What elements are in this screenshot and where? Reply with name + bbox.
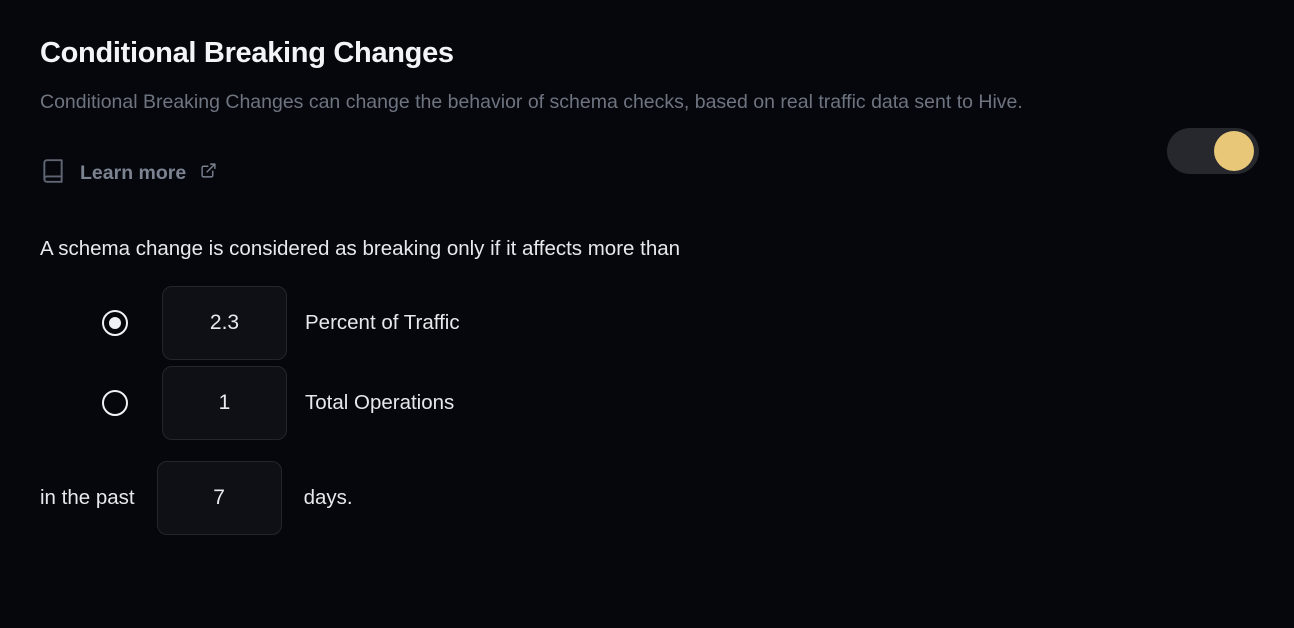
radio-percent-of-traffic[interactable] bbox=[102, 310, 128, 336]
period-row bbox=[40, 461, 1254, 535]
total-operations-input[interactable] bbox=[162, 366, 287, 440]
percent-of-traffic-input[interactable] bbox=[162, 286, 287, 360]
option-row-percent-of-traffic bbox=[40, 283, 1254, 363]
rule-options bbox=[40, 283, 1254, 443]
section-description: Conditional Breaking Changes can change the behavior of schema checks, based on real traffic data sent to Hive. bbox=[40, 90, 1023, 113]
learn-more-link[interactable] bbox=[40, 158, 217, 189]
conditional-breaking-changes-toggle[interactable] bbox=[1167, 128, 1259, 174]
option-row-total-operations bbox=[40, 363, 1254, 443]
book-icon bbox=[40, 158, 66, 189]
page-title: Conditional Breaking Changes bbox=[40, 37, 454, 69]
external-link-icon bbox=[200, 162, 217, 184]
period-suffix-label: days. bbox=[303, 486, 353, 510]
rule-intro-text: A schema change is considered as breaking only if it affects more than bbox=[40, 236, 681, 260]
radio-total-operations[interactable] bbox=[102, 390, 128, 416]
period-prefix-label: in the past bbox=[40, 486, 135, 510]
period-days-input[interactable] bbox=[157, 461, 282, 535]
learn-more-label: Learn more bbox=[80, 161, 187, 184]
toggle-knob bbox=[1214, 131, 1254, 171]
total-operations-label: Total Operations bbox=[305, 391, 455, 415]
percent-of-traffic-label: Percent of Traffic bbox=[305, 311, 460, 335]
toggle-container bbox=[1167, 128, 1259, 174]
